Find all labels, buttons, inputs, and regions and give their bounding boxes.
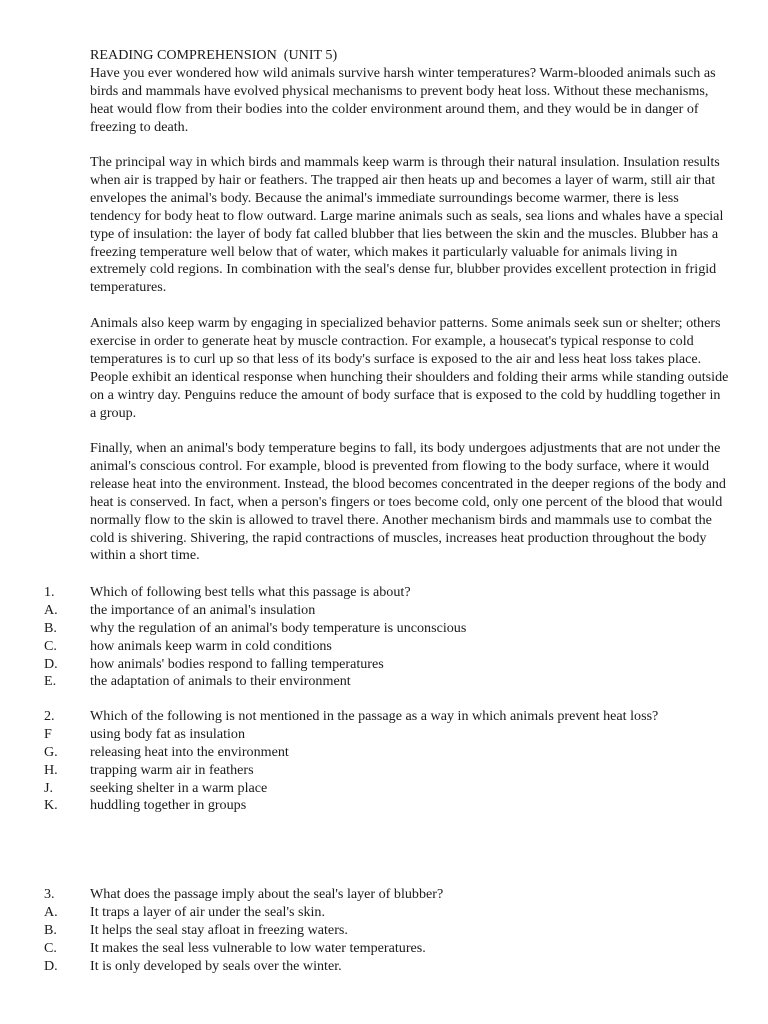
answer-option xyxy=(44,638,734,656)
answer-option xyxy=(44,958,734,976)
option-label: B. xyxy=(44,921,57,938)
question-prompt-row xyxy=(44,584,734,602)
option-label: K. xyxy=(44,797,58,814)
answer-option xyxy=(44,673,734,691)
option-label: E. xyxy=(44,673,57,690)
option-text: trapping warm air in feathers xyxy=(90,761,254,778)
passage-paragraph-4: Finally, when an animal's body temperature begins to fall, its body undergoes adjustments that are not under the animal's conscious control. For example, blood is prevented from flowing to the body surface, where it would release heat into the environment. Instead, the blood becomes concentrated in the deeper regions of the body and heat is conserved. In fact, when a person's fingers or toes become cold, only one percent of the blood that would normally flow to the skin is allowed to travel there. Another mechanism birds and mammals use to combat the cold is shivering. Shivering, the rapid contractions of muscles, increases heat production throughout the body within a short time. xyxy=(90,440,726,564)
option-text: using body fat as insulation xyxy=(90,725,246,742)
option-text: the adaptation of animals to their environment xyxy=(90,673,351,690)
question-prompt-row xyxy=(44,708,734,726)
option-text: seeking shelter in a warm place xyxy=(90,779,268,796)
option-label: J. xyxy=(44,779,54,796)
option-label: B. xyxy=(44,619,57,636)
answer-option xyxy=(44,940,734,958)
question-1 xyxy=(44,584,734,691)
option-label: A. xyxy=(44,601,58,618)
option-label: D. xyxy=(44,655,58,672)
option-text: It traps a layer of air under the seal's skin. xyxy=(90,903,326,920)
passage-paragraph-2: The principal way in which birds and mammals keep warm is through their natural insulation. Insulation results when air is trapped by hair or feathers. The trapped air then heats up and becomes a layer of warm, still air that envelopes the animal's body. Because the animal's immediate surroundings become warmer, there is less tendency for body heat to flow outward. Large marine animals such as seals, sea lions and whales have a special type of insulation: the layer of body fat called blubber that lies between the skin and the muscles. Blubber has a freezing temperature well below that of water, which makes it particularly valuable for animals living in extremely cold regions. In combination with the seal's dense fur, blubber provides excellent protection in frigid temperatures. xyxy=(90,154,724,296)
option-text: how animals keep warm in cold conditions xyxy=(90,637,332,654)
question-number: 2. xyxy=(44,708,55,724)
option-text: It makes the seal less vulnerable to low water temperatures. xyxy=(90,939,426,956)
option-label: C. xyxy=(44,939,57,956)
option-label: D. xyxy=(44,957,58,974)
option-text: why the regulation of an animal's body temperature is unconscious xyxy=(90,619,467,636)
page-title: READING COMPREHENSION (UNIT 5) xyxy=(90,47,338,63)
answer-option xyxy=(44,656,734,674)
option-label: G. xyxy=(44,743,58,760)
option-text: It is only developed by seals over the winter. xyxy=(90,957,342,974)
question-number: 3. xyxy=(44,886,55,902)
option-text: It helps the seal stay afloat in freezing waters. xyxy=(90,921,348,938)
passage-paragraph-1: Have you ever wondered how wild animals survive harsh winter temperatures? Warm-blooded animals such as birds and mammals have evolved physical mechanisms to prevent body heat loss. Without these mechanisms, heat would flow from their bodies into the colder environment around them, and they would be in danger of freezing to death. xyxy=(90,65,716,135)
option-label: A. xyxy=(44,903,58,920)
answer-option xyxy=(44,744,734,762)
option-label: H. xyxy=(44,761,58,778)
option-text: how animals' bodies respond to falling temperatures xyxy=(90,655,384,672)
option-text: the importance of an animal's insulation xyxy=(90,601,316,618)
question-prompt: Which of following best tells what this passage is about? xyxy=(90,584,411,600)
passage-paragraph-3: Animals also keep warm by engaging in specialized behavior patterns. Some animals seek sun or shelter; others exercise in order to generate heat by muscle contraction. For example, a housecat's typical response to cold temperatures is to curl up so that less of its body's surface is exposed to the air and less heat loss takes place. People exhibit an identical response when hunching their shoulders and folding their arms while standing outside on a wintry day. Penguins reduce the amount of body surface that is exposed to the cold by huddling together in a group. xyxy=(90,315,729,421)
question-3 xyxy=(44,886,734,975)
option-label: F xyxy=(44,725,52,742)
question-number: 1. xyxy=(44,584,55,600)
option-text: releasing heat into the environment xyxy=(90,743,289,760)
answer-option xyxy=(44,726,734,744)
question-prompt: Which of the following is not mentioned in the passage as a way in which animals prevent heat loss? xyxy=(90,708,659,724)
question-prompt: What does the passage imply about the seal's layer of blubber? xyxy=(90,886,444,902)
answer-option xyxy=(44,922,734,940)
option-text: huddling together in groups xyxy=(90,797,247,814)
answer-option xyxy=(44,797,734,815)
question-2 xyxy=(44,708,734,815)
answer-option xyxy=(44,620,734,638)
option-label: C. xyxy=(44,637,57,654)
answer-option xyxy=(44,780,734,798)
question-prompt-row xyxy=(44,886,734,904)
answer-option xyxy=(44,762,734,780)
answer-option xyxy=(44,602,734,620)
answer-option xyxy=(44,904,734,922)
